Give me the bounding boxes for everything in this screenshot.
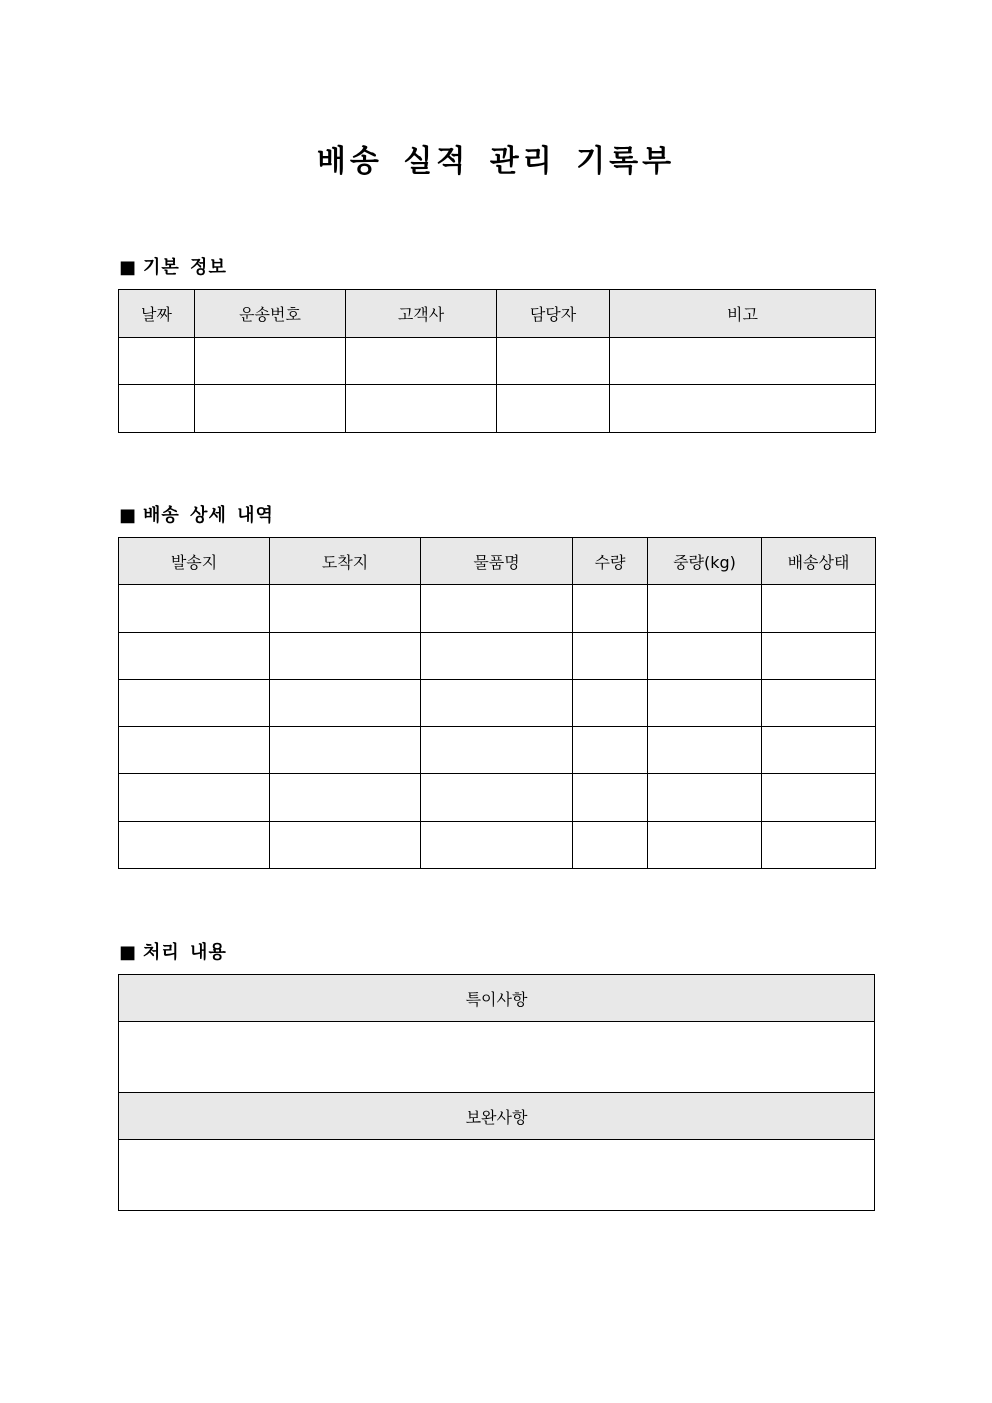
cell-manager[interactable] xyxy=(497,337,610,385)
cell-origin[interactable] xyxy=(119,585,270,632)
header-manager: 담당자 xyxy=(497,290,610,338)
header-date: 날짜 xyxy=(119,290,195,338)
header-remarks: 비고 xyxy=(610,290,876,338)
cell-quantity[interactable] xyxy=(573,774,648,821)
cell-quantity[interactable] xyxy=(573,679,648,726)
table-row xyxy=(119,632,876,679)
table-row xyxy=(119,821,876,868)
table-row xyxy=(119,585,876,632)
cell-origin[interactable] xyxy=(119,632,270,679)
header-shipment-number: 운송번호 xyxy=(195,290,346,338)
section-title-detail-label: 배송 상세 내역 xyxy=(143,505,274,526)
cell-date[interactable] xyxy=(119,385,195,433)
square-bullet-icon: ■ xyxy=(119,505,138,526)
cell-quantity[interactable] xyxy=(573,632,648,679)
table-row xyxy=(119,679,876,726)
cell-origin[interactable] xyxy=(119,821,270,868)
cell-destination[interactable] xyxy=(270,632,421,679)
cell-delivery-status[interactable] xyxy=(762,821,876,868)
cell-quantity[interactable] xyxy=(573,585,648,632)
header-weight: 중량(kg) xyxy=(648,538,762,585)
cell-date[interactable] xyxy=(119,337,195,385)
section-title-basic-label: 기본 정보 xyxy=(143,257,227,278)
section-title-process xyxy=(119,938,227,964)
table-row xyxy=(119,774,876,821)
cell-origin[interactable] xyxy=(119,679,270,726)
square-bullet-icon: ■ xyxy=(119,942,138,963)
table-header-row xyxy=(119,538,876,585)
cell-delivery-status[interactable] xyxy=(762,585,876,632)
cell-origin[interactable] xyxy=(119,774,270,821)
cell-customer[interactable] xyxy=(346,385,497,433)
process-table xyxy=(118,974,875,1211)
cell-weight[interactable] xyxy=(648,679,762,726)
header-origin: 발송지 xyxy=(119,538,270,585)
cell-item-name[interactable] xyxy=(421,821,573,868)
table-row xyxy=(119,1022,875,1093)
cell-quantity[interactable] xyxy=(573,727,648,774)
page-title: 배송 실적 관리 기록부 xyxy=(316,144,676,179)
header-supplement-notes: 보완사항 xyxy=(119,1093,875,1140)
header-quantity: 수량 xyxy=(573,538,648,585)
square-bullet-icon: ■ xyxy=(119,257,138,278)
section-title-process-label: 처리 내용 xyxy=(143,942,227,963)
table-row xyxy=(119,727,876,774)
cell-item-name[interactable] xyxy=(421,679,573,726)
header-item-name: 물품명 xyxy=(421,538,573,585)
special-notes-field[interactable] xyxy=(119,1022,875,1093)
cell-destination[interactable] xyxy=(270,585,421,632)
cell-customer[interactable] xyxy=(346,337,497,385)
cell-destination[interactable] xyxy=(270,774,421,821)
cell-manager[interactable] xyxy=(497,385,610,433)
table-header-row xyxy=(119,290,876,338)
basic-info-table xyxy=(118,289,876,433)
cell-item-name[interactable] xyxy=(421,632,573,679)
section-title-detail xyxy=(119,501,274,527)
cell-delivery-status[interactable] xyxy=(762,632,876,679)
cell-item-name[interactable] xyxy=(421,585,573,632)
table-row xyxy=(119,1140,875,1211)
cell-item-name[interactable] xyxy=(421,774,573,821)
cell-shipment-number[interactable] xyxy=(195,385,346,433)
cell-destination[interactable] xyxy=(270,679,421,726)
delivery-detail-table xyxy=(118,537,876,869)
cell-quantity[interactable] xyxy=(573,821,648,868)
cell-item-name[interactable] xyxy=(421,727,573,774)
cell-weight[interactable] xyxy=(648,821,762,868)
cell-delivery-status[interactable] xyxy=(762,774,876,821)
cell-remarks[interactable] xyxy=(610,337,876,385)
cell-origin[interactable] xyxy=(119,727,270,774)
cell-shipment-number[interactable] xyxy=(195,337,346,385)
section-title-basic xyxy=(119,253,227,279)
cell-weight[interactable] xyxy=(648,774,762,821)
cell-delivery-status[interactable] xyxy=(762,679,876,726)
cell-destination[interactable] xyxy=(270,821,421,868)
header-delivery-status: 배송상태 xyxy=(762,538,876,585)
cell-destination[interactable] xyxy=(270,727,421,774)
header-special-notes: 특이사항 xyxy=(119,975,875,1022)
header-destination: 도착지 xyxy=(270,538,421,585)
cell-weight[interactable] xyxy=(648,632,762,679)
table-header-row xyxy=(119,975,875,1022)
table-row xyxy=(119,385,876,433)
cell-weight[interactable] xyxy=(648,727,762,774)
supplement-notes-field[interactable] xyxy=(119,1140,875,1211)
table-header-row xyxy=(119,1093,875,1140)
cell-remarks[interactable] xyxy=(610,385,876,433)
cell-delivery-status[interactable] xyxy=(762,727,876,774)
header-customer: 고객사 xyxy=(346,290,497,338)
table-row xyxy=(119,337,876,385)
cell-weight[interactable] xyxy=(648,585,762,632)
